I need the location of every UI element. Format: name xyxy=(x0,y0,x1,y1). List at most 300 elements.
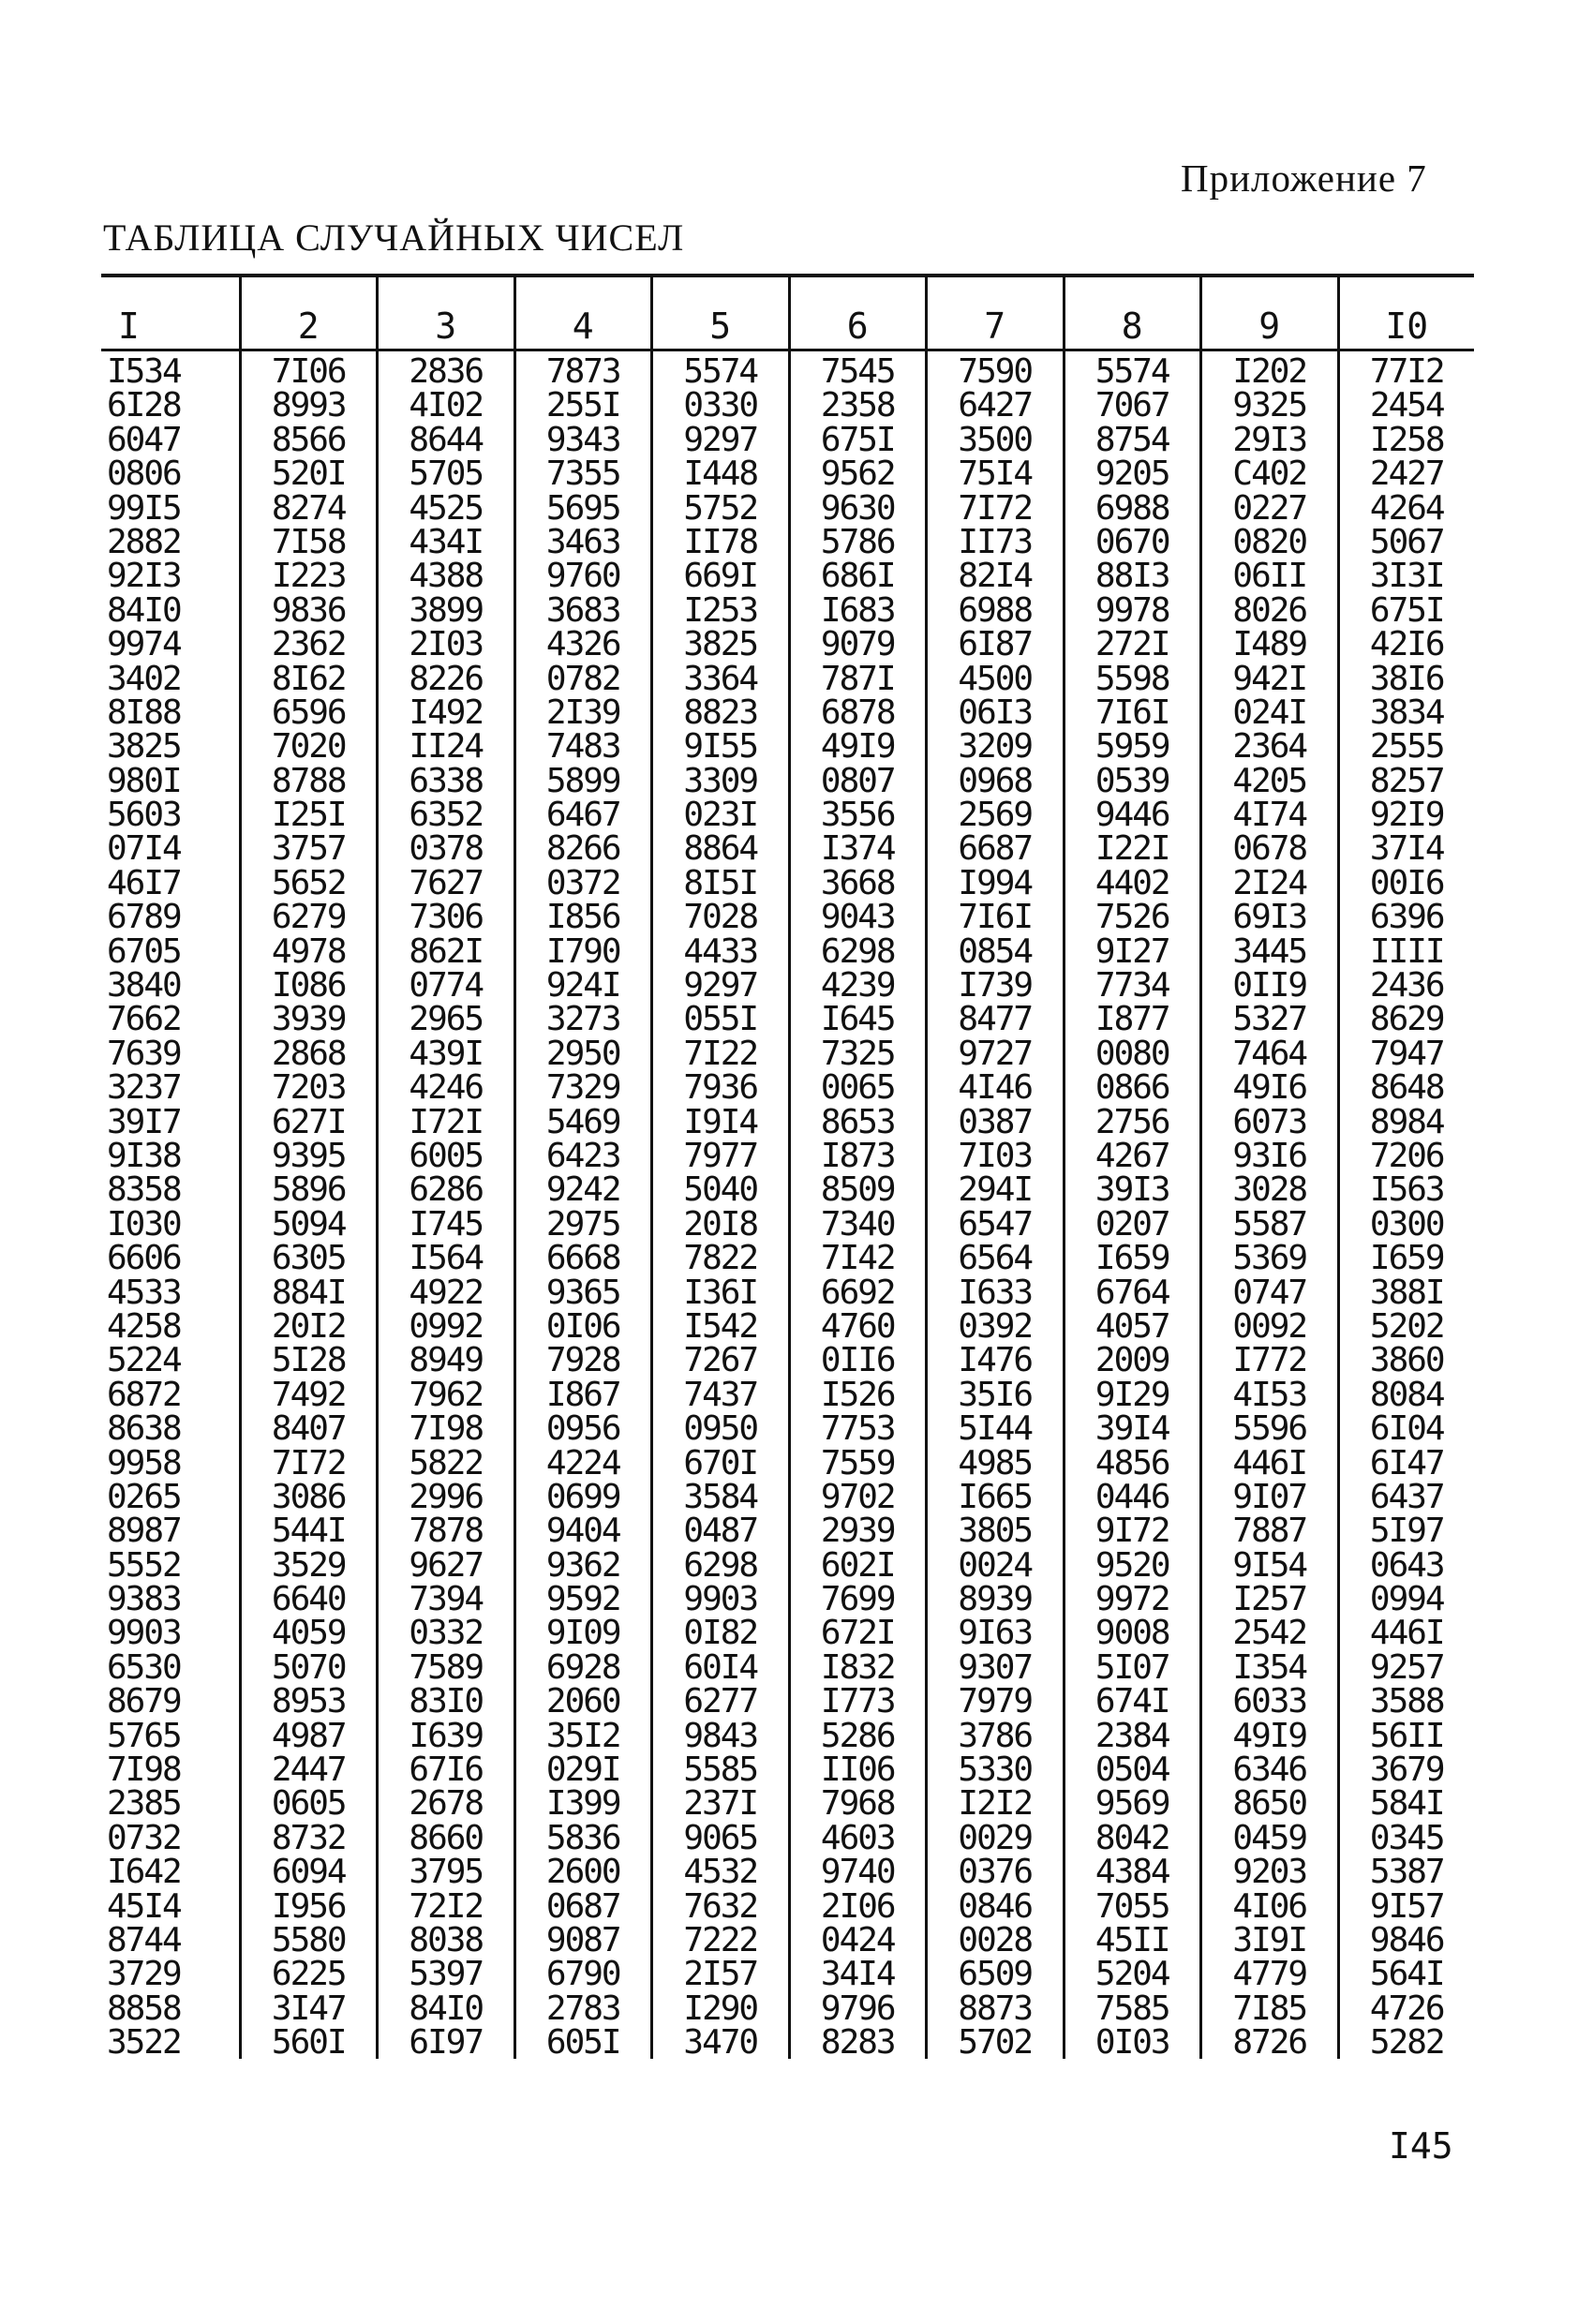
table-cell: 5469 xyxy=(545,1102,620,1141)
table-cell: 56II xyxy=(1369,1716,1444,1755)
table-cell: 5587 xyxy=(1232,1204,1307,1244)
table-cell: 4978 xyxy=(271,931,346,971)
table-cell: 2364 xyxy=(1232,727,1307,767)
table-cell: 0968 xyxy=(958,761,1033,800)
table-cell: 7394 xyxy=(409,1580,484,1619)
table-cell: 7590 xyxy=(958,352,1033,391)
table-cell: 8266 xyxy=(545,829,620,869)
table-cell: 9I63 xyxy=(958,1614,1033,1653)
table-cell: 07I4 xyxy=(107,829,181,869)
table-cell: 2882 xyxy=(107,522,181,561)
table-cell: 5752 xyxy=(683,488,758,528)
table-cell: 3584 xyxy=(683,1477,758,1516)
table-cell: 675I xyxy=(1369,590,1444,630)
table-cell: 6I47 xyxy=(1369,1443,1444,1482)
table-cell: 5899 xyxy=(545,761,620,800)
table-cell: 3588 xyxy=(1369,1682,1444,1721)
table-cell: 99I5 xyxy=(107,488,181,528)
table-cell: 980I xyxy=(107,761,181,800)
table-column xyxy=(101,351,239,2063)
table-cell: 2939 xyxy=(820,1512,895,1551)
table-cell: 9627 xyxy=(409,1545,484,1585)
table-cell: 49I9 xyxy=(1232,1716,1307,1755)
table-cell: 7585 xyxy=(1094,1989,1169,2028)
table-cell: 4603 xyxy=(820,1818,895,1857)
table-cell: 8I62 xyxy=(271,659,346,698)
table-cell: 9972 xyxy=(1094,1580,1169,1619)
table-cell: 3402 xyxy=(107,659,181,698)
table-cell: 9I09 xyxy=(545,1614,620,1653)
table-cell: 0207 xyxy=(1094,1204,1169,1244)
table-cell: 023I xyxy=(683,796,758,835)
table-cell: 7I85 xyxy=(1232,1989,1307,2028)
table-cell: 787I xyxy=(820,659,895,698)
table-cell: 3834 xyxy=(1369,693,1444,732)
table-cell: 8953 xyxy=(271,1682,346,1721)
table-cell: 9760 xyxy=(545,557,620,596)
table-cell: 0699 xyxy=(545,1477,620,1516)
table-cell: I476 xyxy=(958,1341,1033,1380)
table-cell: 4985 xyxy=(958,1443,1033,1482)
table-cell: 8648 xyxy=(1369,1068,1444,1108)
table-cell: 0956 xyxy=(545,1409,620,1449)
table-cell: I645 xyxy=(820,1000,895,1039)
table-cell: 3529 xyxy=(271,1545,346,1585)
table-cell: 0846 xyxy=(958,1886,1033,1926)
table-cell: I633 xyxy=(958,1273,1033,1312)
appendix-label: Приложение 7 xyxy=(1181,156,1427,200)
table-cell: 7055 xyxy=(1094,1886,1169,1926)
table-cell: 8726 xyxy=(1232,2023,1307,2063)
table-cell: 72I2 xyxy=(409,1886,484,1926)
table-cell: 6298 xyxy=(820,931,895,971)
table-cell: 9395 xyxy=(271,1136,346,1175)
table-cell: 7I6I xyxy=(958,898,1033,937)
table-cell: 0080 xyxy=(1094,1034,1169,1073)
table-cell: 4856 xyxy=(1094,1443,1169,1482)
table-cell: 7206 xyxy=(1369,1136,1444,1175)
table-cell: 4726 xyxy=(1369,1989,1444,2028)
table-cell: 7437 xyxy=(683,1375,758,1414)
table-cell: 6564 xyxy=(958,1239,1033,1278)
table-cell: 06II xyxy=(1232,557,1307,596)
table-cell: 8660 xyxy=(409,1818,484,1857)
table-cell: 2678 xyxy=(409,1784,484,1824)
table-cell: 439I xyxy=(409,1034,484,1073)
table-cell: 8732 xyxy=(271,1818,346,1857)
table-cell: 8644 xyxy=(409,420,484,459)
table-cell: 7355 xyxy=(545,454,620,494)
table-cell: 39I3 xyxy=(1094,1170,1169,1210)
table-cell: I877 xyxy=(1094,1000,1169,1039)
table-cell: 5603 xyxy=(107,796,181,835)
table-cell: 9297 xyxy=(683,420,758,459)
table-cell: 34I4 xyxy=(820,1955,895,1994)
table-cell: 4I46 xyxy=(958,1068,1033,1108)
table-cell: 3463 xyxy=(545,522,620,561)
table-cell: 5580 xyxy=(271,1920,346,1959)
table-column xyxy=(650,351,788,2063)
table-cell: 0782 xyxy=(545,659,620,698)
table-column xyxy=(1063,351,1200,2063)
table-cell: 2384 xyxy=(1094,1716,1169,1755)
table-cell: 0024 xyxy=(958,1545,1033,1585)
table-cell: 8858 xyxy=(107,1989,181,2028)
table-cell: 4205 xyxy=(1232,761,1307,800)
table-cell: 7928 xyxy=(545,1341,620,1380)
table-cell: 7I6I xyxy=(1094,693,1169,732)
column-header: 2 xyxy=(239,277,377,349)
table-cell: 884I xyxy=(271,1273,346,1312)
table-cell: I659 xyxy=(1369,1239,1444,1278)
table-column xyxy=(1199,351,1337,2063)
table-cell: I683 xyxy=(820,590,895,630)
table-cell: 6I28 xyxy=(107,386,181,425)
table-cell: 6286 xyxy=(409,1170,484,1210)
table-cell: 2436 xyxy=(1369,966,1444,1006)
table-cell: 5652 xyxy=(271,863,346,902)
table-cell: 0866 xyxy=(1094,1068,1169,1108)
table-cell: 42I6 xyxy=(1369,625,1444,664)
page-number: I45 xyxy=(1389,2125,1453,2167)
table-cell: I563 xyxy=(1369,1170,1444,1210)
table-cell: 9I38 xyxy=(107,1136,181,1175)
table-cell: I564 xyxy=(409,1239,484,1278)
table-cell: 92I3 xyxy=(107,557,181,596)
table-cell: 6547 xyxy=(958,1204,1033,1244)
table-cell: 0378 xyxy=(409,829,484,869)
table-cell: 388I xyxy=(1369,1273,1444,1312)
table-cell: 6423 xyxy=(545,1136,620,1175)
table-cell: 5552 xyxy=(107,1545,181,1585)
table-cell: 06I3 xyxy=(958,693,1033,732)
table-cell: 9727 xyxy=(958,1034,1033,1073)
table-cell: I956 xyxy=(271,1886,346,1926)
table-cell: 5224 xyxy=(107,1341,181,1380)
table-cell: 4326 xyxy=(545,625,620,664)
table-cell: 6298 xyxy=(683,1545,758,1585)
column-header: 5 xyxy=(650,277,788,349)
table-cell: 9043 xyxy=(820,898,895,937)
table-cell: 9592 xyxy=(545,1580,620,1619)
table-cell: 2I24 xyxy=(1232,863,1307,902)
table-cell: 7968 xyxy=(820,1784,895,1824)
table-cell: 9079 xyxy=(820,625,895,664)
table-cell: 3209 xyxy=(958,727,1033,767)
table-cell: 255I xyxy=(545,386,620,425)
table-cell: I773 xyxy=(820,1682,895,1721)
table-cell: 7639 xyxy=(107,1034,181,1073)
table-cell: 9978 xyxy=(1094,590,1169,630)
table-cell: 5765 xyxy=(107,1716,181,1755)
table-cell: I202 xyxy=(1232,352,1307,391)
table-cell: 92I9 xyxy=(1369,796,1444,835)
table-cell: 7I72 xyxy=(271,1443,346,1482)
table-cell: 5397 xyxy=(409,1955,484,1994)
table-cell: I36I xyxy=(683,1273,758,1312)
table-cell: 8679 xyxy=(107,1682,181,1721)
table-cell: 5585 xyxy=(683,1750,758,1790)
table-cell: 0376 xyxy=(958,1853,1033,1892)
table-cell: 7325 xyxy=(820,1034,895,1073)
table-cell: 7589 xyxy=(409,1647,484,1687)
table-cell: 0854 xyxy=(958,931,1033,971)
table-cell: 9325 xyxy=(1232,386,1307,425)
table-cell: 8788 xyxy=(271,761,346,800)
table-cell: I258 xyxy=(1369,420,1444,459)
table-cell: 5202 xyxy=(1369,1306,1444,1346)
table-cell: 8823 xyxy=(683,693,758,732)
table-cell: 7559 xyxy=(820,1443,895,1482)
table-cell: 3309 xyxy=(683,761,758,800)
table-cell: 82I4 xyxy=(958,557,1033,596)
table-cell: 670I xyxy=(683,1443,758,1482)
table-cell: 7699 xyxy=(820,1580,895,1619)
table-cell: 0I82 xyxy=(683,1614,758,1653)
table-cell: 39I4 xyxy=(1094,1409,1169,1449)
table-cell: 4239 xyxy=(820,966,895,1006)
table-cell: 2I06 xyxy=(820,1886,895,1926)
table-cell: I374 xyxy=(820,829,895,869)
table-cell: 2569 xyxy=(958,796,1033,835)
table-cell: 5I07 xyxy=(1094,1647,1169,1687)
table-cell: 20I8 xyxy=(683,1204,758,1244)
table-cell: 5387 xyxy=(1369,1853,1444,1892)
table-cell: 055I xyxy=(683,1000,758,1039)
table-cell: 564I xyxy=(1369,1955,1444,1994)
table-cell: 39I7 xyxy=(107,1102,181,1141)
table-cell: 942I xyxy=(1232,659,1307,698)
table-cell: 686I xyxy=(820,557,895,596)
table-cell: 9008 xyxy=(1094,1614,1169,1653)
table-cell: 9630 xyxy=(820,488,895,528)
table-cell: 6872 xyxy=(107,1375,181,1414)
table-cell: 674I xyxy=(1094,1682,1169,1721)
table-cell: 7020 xyxy=(271,727,346,767)
column-header: 8 xyxy=(1063,277,1200,349)
table-cell: 3470 xyxy=(683,2023,758,2063)
table-cell: I354 xyxy=(1232,1647,1307,1687)
table-cell: 9307 xyxy=(958,1647,1033,1687)
table-cell: 7753 xyxy=(820,1409,895,1449)
table-cell: 5I44 xyxy=(958,1409,1033,1449)
table-cell: 3445 xyxy=(1232,931,1307,971)
table-cell: I2I2 xyxy=(958,1784,1033,1824)
table-cell: I223 xyxy=(271,557,346,596)
table-cell: I873 xyxy=(820,1136,895,1175)
table-cell: 9383 xyxy=(107,1580,181,1619)
table-cell: 0300 xyxy=(1369,1204,1444,1244)
table-cell: 2358 xyxy=(820,386,895,425)
table-cell: 3522 xyxy=(107,2023,181,2063)
table-cell: 9846 xyxy=(1369,1920,1444,1959)
table-cell: 7545 xyxy=(820,352,895,391)
table-cell: 8226 xyxy=(409,659,484,698)
column-header: 7 xyxy=(925,277,1063,349)
table-cell: 434I xyxy=(409,522,484,561)
table-cell: 6I04 xyxy=(1369,1409,1444,1449)
table-cell: 3805 xyxy=(958,1512,1033,1551)
table-cell: 9796 xyxy=(820,1989,895,2028)
table-cell: 5596 xyxy=(1232,1409,1307,1449)
table-cell: 672I xyxy=(820,1614,895,1653)
table-cell: 0459 xyxy=(1232,1818,1307,1857)
table-cell: 9I07 xyxy=(1232,1477,1307,1516)
table-cell: 9843 xyxy=(683,1716,758,1755)
table-cell: 4224 xyxy=(545,1443,620,1482)
table-cell: 7977 xyxy=(683,1136,758,1175)
table-cell: 7I03 xyxy=(958,1136,1033,1175)
table-cell: 605I xyxy=(545,2023,620,2063)
table-cell: 2362 xyxy=(271,625,346,664)
table-cell: 9I54 xyxy=(1232,1545,1307,1585)
table-cell: I642 xyxy=(107,1853,181,1892)
table-cell: 75I4 xyxy=(958,454,1033,494)
table-cell: 0605 xyxy=(271,1784,346,1824)
table-cell: 45II xyxy=(1094,1920,1169,1959)
table-cell: 6530 xyxy=(107,1647,181,1687)
table-cell: 6047 xyxy=(107,420,181,459)
table-cell: 3795 xyxy=(409,1853,484,1892)
table-cell: 4I74 xyxy=(1232,796,1307,835)
table-cell: 0732 xyxy=(107,1818,181,1857)
table-cell: 60I4 xyxy=(683,1647,758,1687)
table-cell: 7734 xyxy=(1094,966,1169,1006)
table-cell: 4760 xyxy=(820,1306,895,1346)
table-cell: 7222 xyxy=(683,1920,758,1959)
table-cell: 88I3 xyxy=(1094,557,1169,596)
table-cell: 5369 xyxy=(1232,1239,1307,1278)
table-cell: 9I72 xyxy=(1094,1512,1169,1551)
table-cell: 2555 xyxy=(1369,727,1444,767)
table-cell: 2060 xyxy=(545,1682,620,1721)
table-cell: 6305 xyxy=(271,1239,346,1278)
random-numbers-table xyxy=(101,274,1474,2063)
table-cell: 0I03 xyxy=(1094,2023,1169,2063)
table-cell: 7067 xyxy=(1094,386,1169,425)
table-cell: 20I2 xyxy=(271,1306,346,1346)
table-cell: 9297 xyxy=(683,966,758,1006)
table-cell: 5786 xyxy=(820,522,895,561)
table-cell: 9065 xyxy=(683,1818,758,1857)
table-cell: 8993 xyxy=(271,386,346,425)
table-cell: 8I5I xyxy=(683,863,758,902)
table-cell: 6687 xyxy=(958,829,1033,869)
table-cell: 2I03 xyxy=(409,625,484,664)
table-cell: 8629 xyxy=(1369,1000,1444,1039)
table-cell: 7962 xyxy=(409,1375,484,1414)
table-cell: 7632 xyxy=(683,1886,758,1926)
table-cell: I489 xyxy=(1232,625,1307,664)
table-cell: 4525 xyxy=(409,488,484,528)
table-cell: 4267 xyxy=(1094,1136,1169,1175)
table-cell: 5070 xyxy=(271,1647,346,1687)
table-cell: 5282 xyxy=(1369,2023,1444,2063)
table-cell: 7627 xyxy=(409,863,484,902)
table-cell: 029I xyxy=(545,1750,620,1790)
table-cell: 8026 xyxy=(1232,590,1307,630)
table-cell: 2965 xyxy=(409,1000,484,1039)
table-cell: I994 xyxy=(958,863,1033,902)
table-cell: 4388 xyxy=(409,557,484,596)
table-cell: 0807 xyxy=(820,761,895,800)
table-cell: 9404 xyxy=(545,1512,620,1551)
table-cell: 9I27 xyxy=(1094,931,1169,971)
table-cell: 5598 xyxy=(1094,659,1169,698)
table-cell: 0424 xyxy=(820,1920,895,1959)
table-cell: 2836 xyxy=(409,352,484,391)
table-cell: 0065 xyxy=(820,1068,895,1108)
table-cell: 4532 xyxy=(683,1853,758,1892)
table-cell: C402 xyxy=(1232,454,1307,494)
table-cell: 0820 xyxy=(1232,522,1307,561)
table-cell: 6668 xyxy=(545,1239,620,1278)
table-cell: 5705 xyxy=(409,454,484,494)
table-cell: 2868 xyxy=(271,1034,346,1073)
table-cell: 45I4 xyxy=(107,1886,181,1926)
table-cell: 35I6 xyxy=(958,1375,1033,1414)
table-cell: 9205 xyxy=(1094,454,1169,494)
table-cell: 9I55 xyxy=(683,727,758,767)
table-cell: 5204 xyxy=(1094,1955,1169,1994)
table-cell: 8I88 xyxy=(107,693,181,732)
table-cell: 446I xyxy=(1232,1443,1307,1482)
table-cell: I448 xyxy=(683,454,758,494)
table-cell: 7873 xyxy=(545,352,620,391)
table-cell: 5896 xyxy=(271,1170,346,1210)
table-cell: 7I22 xyxy=(683,1034,758,1073)
table-cell: 7I72 xyxy=(958,488,1033,528)
table-cell: 8477 xyxy=(958,1000,1033,1039)
table-column xyxy=(1337,351,1475,2063)
table-cell: 7878 xyxy=(409,1512,484,1551)
table-cell: 0092 xyxy=(1232,1306,1307,1346)
table-cell: 9569 xyxy=(1094,1784,1169,1824)
table-cell: 3556 xyxy=(820,796,895,835)
table-cell: 2I39 xyxy=(545,693,620,732)
table-cell: 024I xyxy=(1232,693,1307,732)
table-cell: I257 xyxy=(1232,1580,1307,1619)
table-cell: I72I xyxy=(409,1102,484,1141)
table-cell: 4922 xyxy=(409,1273,484,1312)
table-cell: 6467 xyxy=(545,796,620,835)
table-cell: 6033 xyxy=(1232,1682,1307,1721)
table-cell: 0345 xyxy=(1369,1818,1444,1857)
table-cell: 560I xyxy=(271,2023,346,2063)
table-cell: 83I0 xyxy=(409,1682,484,1721)
table-cell: 5I28 xyxy=(271,1341,346,1380)
table-cell: 8274 xyxy=(271,488,346,528)
table-cell: 8283 xyxy=(820,2023,895,2063)
table-cell: 6094 xyxy=(271,1853,346,1892)
table-cell: 8650 xyxy=(1232,1784,1307,1824)
column-header: 9 xyxy=(1199,277,1337,349)
table-cell: 7464 xyxy=(1232,1034,1307,1073)
table-cell: 84I0 xyxy=(107,590,181,630)
table-cell: 0II6 xyxy=(820,1341,895,1380)
table-cell: 9520 xyxy=(1094,1545,1169,1585)
table-cell: 2385 xyxy=(107,1784,181,1824)
column-header: 6 xyxy=(788,277,926,349)
table-cell: 237I xyxy=(683,1784,758,1824)
table-cell: 8653 xyxy=(820,1102,895,1141)
table-cell: 8873 xyxy=(958,1989,1033,2028)
table-cell: 6606 xyxy=(107,1239,181,1278)
table-cell: 2600 xyxy=(545,1853,620,1892)
table-cell: 4987 xyxy=(271,1716,346,1755)
table-cell: 3679 xyxy=(1369,1750,1444,1790)
table-cell: 0539 xyxy=(1094,761,1169,800)
